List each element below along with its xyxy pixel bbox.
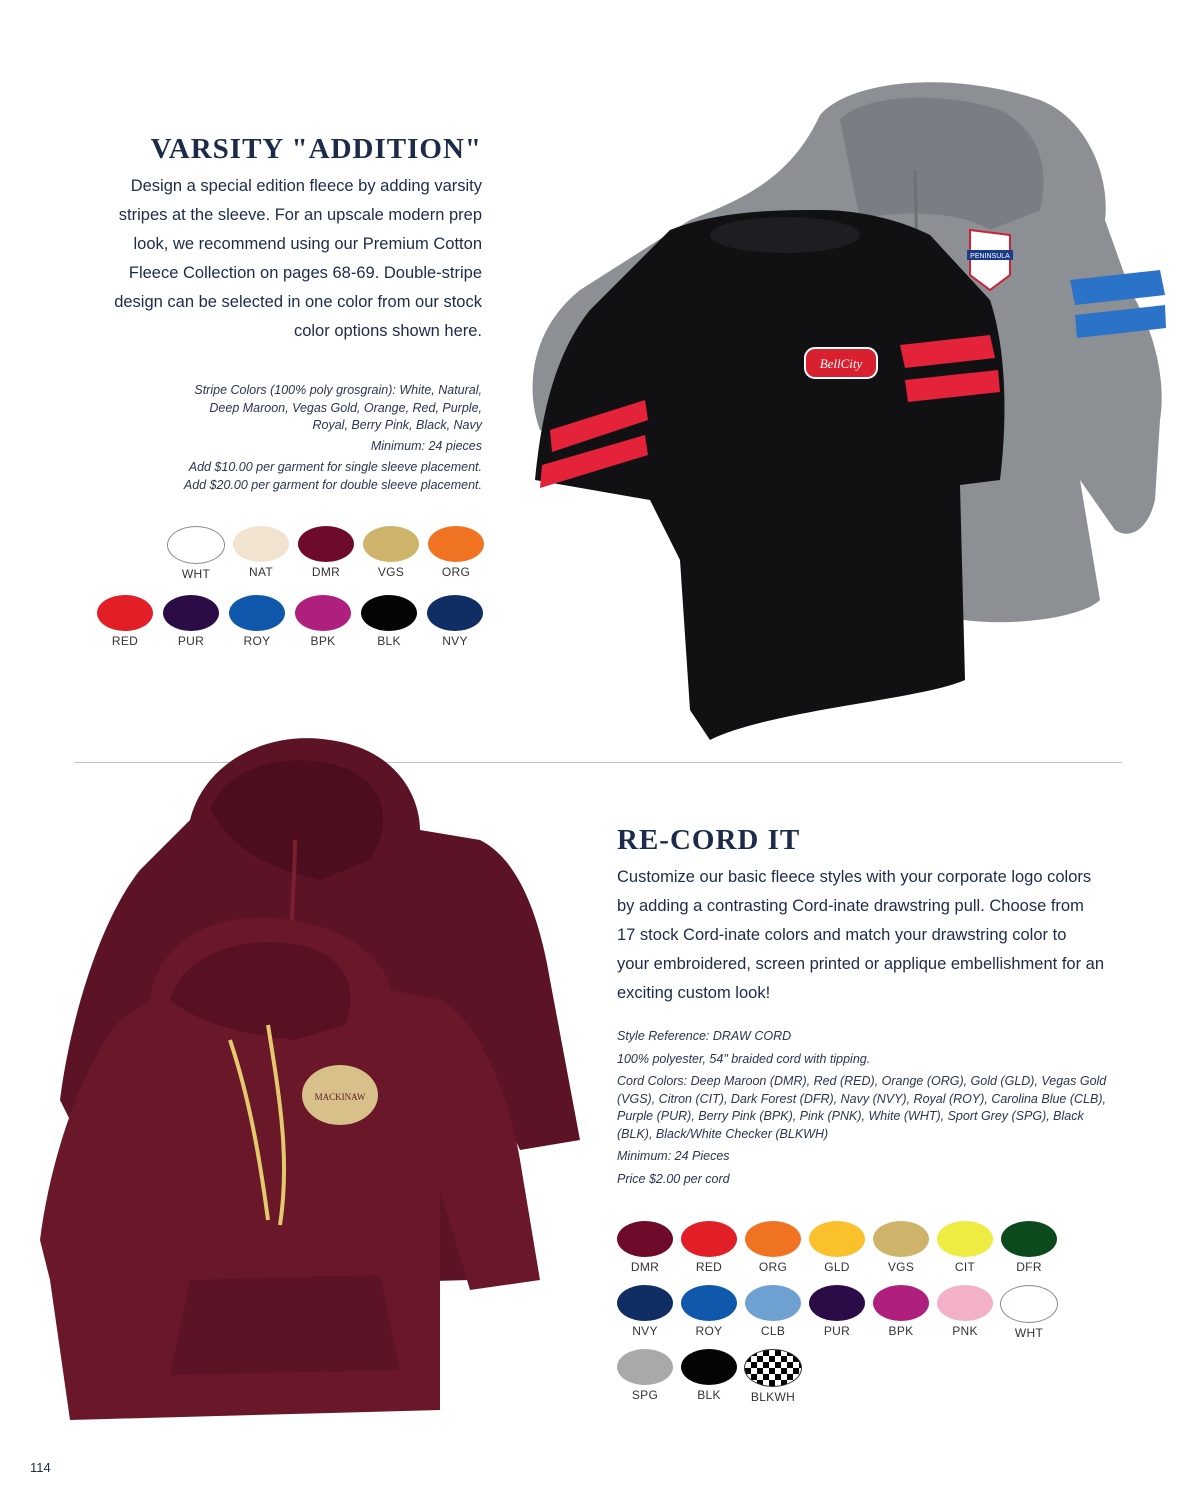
varsity-title: VARSITY "ADDITION"	[150, 133, 482, 165]
color-chip	[229, 595, 285, 631]
varsity-swatch-pur	[161, 595, 221, 648]
record-swatch-wht	[999, 1285, 1059, 1340]
color-chip	[809, 1221, 865, 1257]
stripe-colors-line: Royal, Berry Pink, Black, Navy	[312, 418, 482, 432]
record-swatch-blkwh	[743, 1349, 803, 1404]
swatch-label: RED	[111, 634, 139, 648]
varsity-description-line: look, we recommend using our Premium Cotton	[133, 235, 482, 253]
varsity-swatch-nat	[231, 526, 291, 579]
swatch-label: ORG	[758, 1260, 788, 1274]
peninsula-logo-text: PENINSULA	[970, 253, 1010, 260]
varsity-swatch-wht	[166, 526, 226, 581]
color-chip	[167, 526, 225, 564]
swatch-label: BPK	[888, 1324, 914, 1338]
cord-colors-line: Purple (PUR), Berry Pink (BPK), Pink (PNK), White (WHT), Sport Grey (SPG), Black	[617, 1109, 1084, 1123]
record-swatch-cit	[935, 1221, 995, 1274]
swatch-label: BPK	[310, 634, 336, 648]
record-description-line: 17 stock Cord-inate colors and match your drawstring color to	[617, 926, 1067, 944]
color-chip	[617, 1349, 673, 1385]
record-swatch-dmr	[615, 1221, 675, 1274]
color-chip	[681, 1349, 737, 1385]
color-chip	[1000, 1285, 1058, 1323]
varsity-price-double: Add $20.00 per garment for double sleeve placement.	[183, 477, 482, 492]
record-description-line: by adding a contrasting Cord-inate drawstring pull. Choose from	[617, 897, 1084, 915]
record-minimum: Minimum: 24 Pieces	[617, 1149, 730, 1163]
record-swatch-nvy	[615, 1285, 675, 1338]
swatch-label: NVY	[442, 634, 468, 648]
swatch-label: WHT	[181, 567, 211, 581]
record-description-line: your embroidered, screen printed or applique embellishment for an	[617, 955, 1105, 973]
record-swatch-bpk	[871, 1285, 931, 1338]
varsity-swatch-blk	[359, 595, 419, 648]
mackinaw-logo-text: MACKINAW	[314, 1092, 366, 1102]
varsity-description-line: color options shown here.	[293, 322, 482, 340]
cord-colors-line: Cord Colors: Deep Maroon (DMR), Red (RED), Orange (ORG), Gold (GLD), Vegas Gold	[617, 1074, 1107, 1088]
varsity-swatch-nvy	[425, 595, 485, 648]
color-chip	[295, 595, 351, 631]
varsity-description-line: Design a special edition fleece by adding varsity	[130, 177, 482, 195]
record-swatch-roy	[679, 1285, 739, 1338]
varsity-swatch-bpk	[293, 595, 353, 648]
swatch-label: WHT	[1014, 1326, 1044, 1340]
swatch-label: PUR	[177, 634, 205, 648]
swatch-label: PUR	[823, 1324, 851, 1338]
varsity-description-line: design can be selected in one color from our stock	[114, 293, 482, 311]
swatch-label: SPG	[631, 1388, 659, 1402]
color-chip	[937, 1285, 993, 1321]
record-swatch-vgs	[871, 1221, 931, 1274]
record-swatch-red	[679, 1221, 739, 1274]
record-swatch-dfr	[999, 1221, 1059, 1274]
color-chip	[617, 1221, 673, 1257]
color-chip	[937, 1221, 993, 1257]
swatch-label: ROY	[695, 1324, 723, 1338]
swatch-label: DFR	[1016, 1260, 1042, 1274]
bellcity-logo-text: BellCity	[819, 356, 863, 371]
color-chip	[97, 595, 153, 631]
swatch-label: BLK	[377, 634, 401, 648]
color-chip	[745, 1221, 801, 1257]
record-garments-photo	[40, 720, 600, 1440]
cord-colors-line: (BLK), Black/White Checker (BLKWH)	[617, 1126, 829, 1141]
swatch-label: BLKWH	[750, 1390, 796, 1404]
swatch-label: DMR	[311, 565, 341, 579]
color-chip	[298, 526, 354, 562]
page-number: 114	[30, 1460, 51, 1475]
cord-material: 100% polyester, 54" braided cord with tipping.	[617, 1051, 871, 1066]
record-swatch-blk	[679, 1349, 739, 1402]
record-description-line: Customize our basic fleece styles with your corporate logo colors	[617, 868, 1092, 886]
swatch-label: VGS	[377, 565, 405, 579]
record-description-line: exciting custom look!	[617, 984, 771, 1002]
varsity-minimum: Minimum: 24 pieces	[370, 438, 482, 453]
record-swatch-pnk	[935, 1285, 995, 1338]
varsity-swatch-org	[426, 526, 486, 579]
color-chip	[809, 1285, 865, 1321]
swatch-label: ROY	[243, 634, 271, 648]
swatch-label: CLB	[760, 1324, 786, 1338]
varsity-specs	[62, 382, 482, 494]
record-swatch-spg	[615, 1349, 675, 1402]
swatch-label: NAT	[248, 565, 273, 579]
stripe-colors-line: Deep Maroon, Vegas Gold, Orange, Red, Purple,	[209, 400, 482, 415]
style-reference: Style Reference: DRAW CORD	[617, 1029, 792, 1043]
record-swatch-pur	[807, 1285, 867, 1338]
color-chip	[427, 595, 483, 631]
swatch-label: VGS	[887, 1260, 915, 1274]
varsity-description	[62, 172, 482, 346]
color-chip	[617, 1285, 673, 1321]
color-chip	[744, 1349, 802, 1387]
color-chip	[428, 526, 484, 562]
varsity-swatch-roy	[227, 595, 287, 648]
swatch-label: CIT	[954, 1260, 976, 1274]
color-chip	[681, 1221, 737, 1257]
varsity-swatch-dmr	[296, 526, 356, 579]
swatch-label: GLD	[824, 1260, 850, 1274]
color-chip	[873, 1221, 929, 1257]
varsity-swatch-vgs	[361, 526, 421, 579]
record-price: Price $2.00 per cord	[617, 1171, 730, 1186]
color-chip	[163, 595, 219, 631]
color-chip	[681, 1285, 737, 1321]
record-description	[617, 863, 1157, 1008]
color-chip	[361, 595, 417, 631]
record-swatch-org	[743, 1221, 803, 1274]
cord-colors-line: (VGS), Citron (CIT), Dark Forest (DFR), Navy (NVY), Royal (ROY), Carolina Blue (CLB),	[617, 1091, 1106, 1106]
swatch-label: BLK	[697, 1388, 721, 1402]
varsity-price-single: Add $10.00 per garment for single sleeve placement.	[188, 460, 482, 474]
record-swatch-clb	[743, 1285, 803, 1338]
varsity-description-line: Fleece Collection on pages 68-69. Double-stripe	[128, 264, 482, 282]
color-chip	[745, 1285, 801, 1321]
swatch-label: ORG	[441, 565, 471, 579]
color-chip	[233, 526, 289, 562]
record-swatch-gld	[807, 1221, 867, 1274]
record-title: RE-CORD IT	[617, 824, 801, 856]
swatch-label: DMR	[630, 1260, 660, 1274]
color-chip	[363, 526, 419, 562]
varsity-swatch-red	[95, 595, 155, 648]
swatch-label: PNK	[952, 1324, 978, 1338]
varsity-description-line: stripes at the sleeve. For an upscale modern prep	[118, 206, 482, 224]
color-chip	[873, 1285, 929, 1321]
record-specs	[617, 1028, 1147, 1188]
color-chip	[1001, 1221, 1057, 1257]
swatch-label: NVY	[632, 1324, 658, 1338]
varsity-garments-photo	[520, 60, 1180, 750]
stripe-colors-line: Stripe Colors (100% poly grosgrain): White, Natural,	[194, 383, 482, 397]
swatch-label: RED	[695, 1260, 723, 1274]
